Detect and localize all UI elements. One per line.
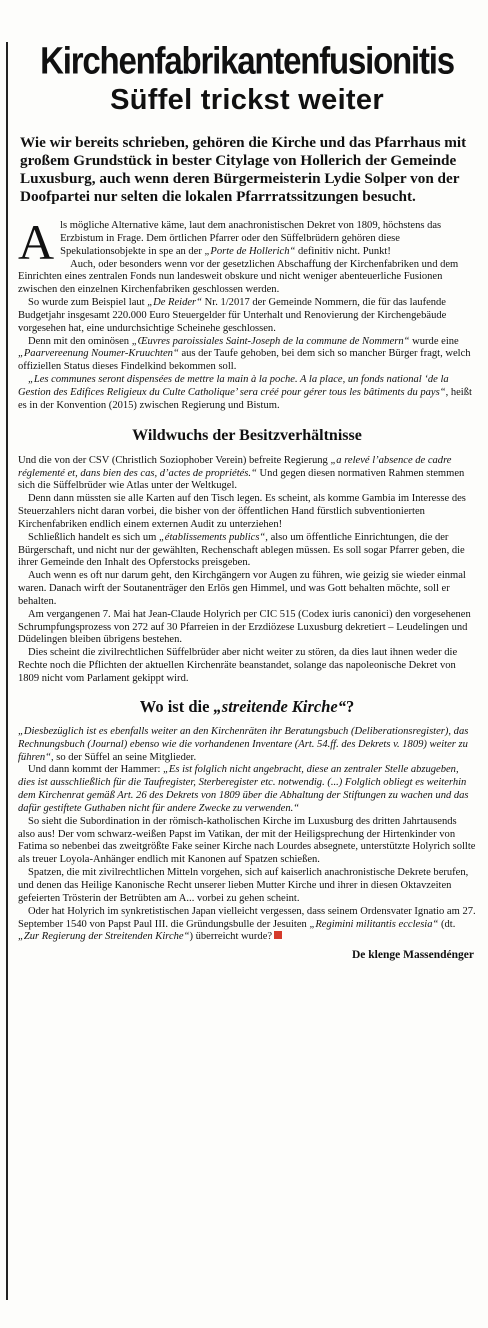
emphasis: „Paarvereenung Noumer-Kruuchten“ [18, 348, 179, 360]
paragraph: Auch wenn es oft nur darum geht, den Kirchgängern vor Augen zu führen, wie geizig sie wieder einmal waren. Danach wirft der Soutanenträger den Erlös gen Himmel, und was Gott behalten möchte, soll er behalten. [18, 570, 466, 607]
article [18, 0, 476, 962]
paragraph [18, 214, 476, 270]
paragraph [18, 764, 476, 815]
paragraph [18, 374, 476, 413]
text: Und gegen diesen normativen Rahmen stemmen sich die Süffelbrüder wie Atlas unter der Weltkugel. [18, 467, 465, 492]
section-heading: Wildwuchs der Besitzverhältnisse [132, 426, 362, 444]
emphasis: „Es ist folglich nicht angebracht, diese an zentraler Stelle abzugeben, dies ist ausschließlich für die Taufregister, Sterberegister etc. notwendig. (...) Folglich obliegt es weiterhin dem Kirchenrat gemäß Art. 26 des Dekrets von 1809 über die Abhaltung der Stiftungen zu wachen und das dafür gestiftete Guthaben nicht für andere Zwecke zu verwenden.“ [18, 764, 469, 814]
paragraph [18, 532, 476, 571]
paragraph [18, 336, 476, 375]
paragraph: Am vergangenen 7. Mai hat Jean-Claude Holyrich per CIC 515 (Codex iuris canonici) den vorgesehenen Schrumpfungsprozess von 272 auf 30 Pfarreien in der Erzdiözese Luxusburg dekretiert – Leudelingen und Düdelingen bleiben übrigens bestehen. [18, 608, 471, 646]
emphasis: „Diesbezüglich ist es ebenfalls weiter an den Kirchenräten ihr Beratungsbuch (Deliberationsregister), das Rechnungsbuch (Journal) ebenso wie die vorhandenen Inventare (Art. 54.ff. des Dekrets v. 1809) weiter zu führen“ [18, 725, 469, 763]
text: Nr. 1/2017 der Gemeinde Nommern, die für das laufende Budgetjahr insgesamt 220.000 Euro Steuergelder für Unterhalt und Renovierung der Kirchengebäude vorgesehen hat, eine undurchsichtige Scheinehe geschlossen. [18, 297, 447, 334]
emphasis: „a relevé l’absence de cadre réglementé et, dans bien des cas, d’actes de propriétés.“ [18, 454, 452, 479]
headline: Kirchenfabrikantenfusionitis [40, 38, 454, 82]
text: Und die von der CSV (Christlich Soziophober Verein) befreite Regierung [18, 454, 331, 466]
paragraph: Denn dann müssten sie alle Karten auf den Tisch legen. Es scheint, als komme Gambia im Interesse des Steuerzahlers nicht daran vorbei, die bisher von der öffentlichen Hand fürstlich subventionierten Kirchenfabriken endlich einem externen Audit zu unterziehen! [18, 493, 466, 530]
paragraph [18, 726, 476, 765]
emphasis: „établissements publics“ [158, 531, 266, 543]
lead-paragraph: Wie wir bereits schrieben, gehören die Kirche und das Pfarrhaus mit großem Grundstück in bester Citylage von Hollerich der Gemeinde Luxusburg, auch wenn deren Bürgermeisterin Lydie Solper von der Doofpartei nur selten die lokalen Pfarrratssitzungen besucht. [20, 134, 467, 205]
text: ? [346, 696, 355, 716]
text: definitiv nicht. Punkt! [295, 245, 391, 257]
text: Schließlich handelt es sich um [28, 531, 159, 543]
emphasis: „Les communes seront dispensées de mettre la main à la poche. A la place, un fonds national ‘de la Gestion des Edifices Religieux du Culte Catholique’ sera créé pour gérer tous les bâtiments du pays“ [18, 374, 449, 398]
text: (dt. [438, 918, 456, 930]
text: aus der Taufe gehoben, bei dem sich so mancher Bürger fragt, welch offiziellen Status dieses Findelkind bekommen soll. [18, 348, 471, 373]
end-mark-icon [274, 931, 282, 939]
text: So wurde zum Beispiel laut [28, 297, 148, 309]
text: ls mögliche Alternative käme, laut dem anachronistischen Dekret von 1809, höchstens das Erzbistum in Frage. Dem örtlichen Pfarrer oder den Süffelbrüdern gehören diese Spekulationsobjekte in spe an der [60, 220, 442, 257]
paragraph [18, 906, 476, 945]
text: , also um öffentliche Einrichtungen, die der Bürgerschaft, und nicht nur der gewählten, Rechenschaft ablegen müssen. Es soll sogar Pfarrer geben, die ihrer Gemeinde den Inhalt des Opferstocks preisgeben. [18, 531, 465, 569]
paragraph [18, 297, 476, 336]
drop-cap: A [18, 214, 55, 270]
emphasis: „Regimini militantis ecclesia“ [309, 918, 439, 930]
column-rule [6, 42, 8, 1300]
article-body [18, 214, 476, 944]
section-heading [18, 698, 476, 716]
paragraph: Spatzen, die mit zivilrechtlichen Mitteln vorgehen, sich auf kaiserlich anachronistische Dekrete berufen, und denen das Heilige Kanonische Recht unserer lieben Mutter Kirche und ihrer in diesen Oktavzeiten gefeierten Trösterin der Betrübten am A... vorbei zu gehen scheint. [18, 867, 469, 904]
emphasis: „Zur Regierung der Streitenden Kirche“ [18, 931, 190, 943]
emphasis: „streitende Kirche“ [213, 696, 346, 716]
text: Wo ist die [139, 696, 214, 716]
paragraph: So sieht die Subordination in der römisch-katholischen Kirche im Luxusburg des dritten Jahrtausends also aus! Der vom schwarz-weißen Papst im Vatikan, der mit der Heiligsprechung der Hirtenkinder von Fatima so nebenbei das zweitgrößte Fake seiner Kirche nach Lourdes absegnete, unterstützte Holyrich sollte als treuer Loyola-Anhänger endlich mit Kanonen auf Spatzen schießen. [18, 815, 476, 866]
paragraph: Dies scheint die zivilrechtlichen Süffelbrüder aber nicht weiter zu stören, da dies laut ihnen weder die Rechte noch die Pflichten der aktuellen Kirchenräte beanstandet, solange das napoleonische Dekret von 1809 nicht vom Parlament gekippt wird. [18, 647, 458, 684]
text: , heißt es in der Konvention (2015) zwischen Regierung und Bistum. [18, 386, 472, 411]
author-signature: De klenge Massendénger [351, 949, 474, 962]
emphasis: „De Reider“ [147, 297, 203, 309]
subheadline: Süffel trickst weiter [110, 84, 384, 116]
paragraph: Auch, oder besonders wenn vor der gesetzlichen Abschaffung der Kirchenfabriken und dem Einrichten eines zentralen Fonds nun landesweit obskure und nicht weniger abenteuerliche Fusionen zwischen den einzelnen Kirchenfabriken geschlossen werden. [18, 258, 459, 296]
text: wurde eine [409, 335, 459, 347]
emphasis: „Porte de Hollerich“ [204, 245, 296, 257]
text: Oder hat Holyrich im synkretistischen Japan vielleicht vergessen, dass seinem Ordensvater Ignatio am 27. September 1540 von Papst Paul III. die Gründungsbulle der Jesuiten [18, 905, 476, 930]
text: Und dann kommt der Hammer: [28, 764, 164, 776]
text: Denn mit den ominösen [28, 335, 132, 347]
text: , so der Süffel an seine Mitglieder. [51, 751, 197, 763]
text: ) überreicht wurde? [189, 931, 273, 943]
emphasis: „Œuvres paroissiales Saint-Joseph de la commune de Nommern“ [131, 335, 410, 347]
paragraph [18, 455, 476, 494]
